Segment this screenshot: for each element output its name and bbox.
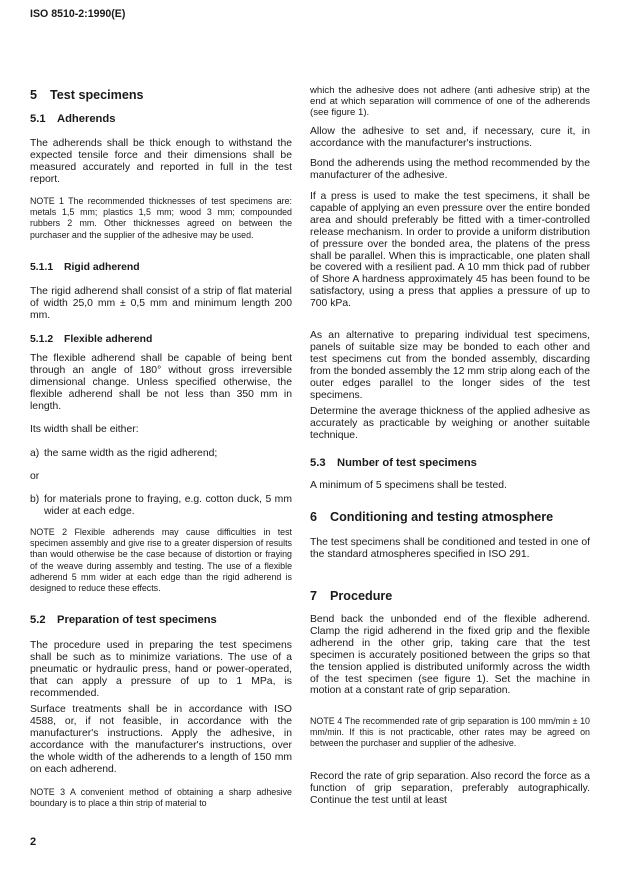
note-3: NOTE 3 A convenient method of obtaining a sharp adhesive boundary is to place a thin strip of material to — [30, 787, 292, 809]
note-4: NOTE 4 The recommended rate of grip separation is 100 mm/min ± 10 mm/min. If this is not practicable, other rates may be agreed on between the purchaser and supplier of the adhesive. — [310, 716, 590, 749]
list-item-b — [30, 494, 292, 518]
paragraph-adherends: The adherends shall be thick enough to withstand the expected tensile force and their dimensions shall be measured accurately and reported in full in the test report. — [30, 138, 292, 185]
section-number: 7 — [310, 589, 318, 603]
section-title: Adherends — [57, 113, 116, 125]
paragraph-conditioning: The test specimens shall be conditioned and tested in one of the standard atmospheres specified in ISO 291. — [310, 537, 590, 560]
list-text: the same width as the rigid adherend; — [44, 448, 218, 459]
section-5-1-heading — [30, 113, 292, 126]
section-title: Flexible adherend — [64, 334, 153, 345]
list-marker: a) — [30, 448, 40, 459]
paragraph-surface-treatments: Surface treatments shall be in accordance with ISO 4588, or, if not feasible, in accordance with the manufacturer's instructions. Apply the adhesive, in accordance with the manufacturer's instructions, over the whole width of the adherends to a length of 150 mm on each adherend. — [30, 704, 292, 775]
note-2: NOTE 2 Flexible adherends may cause difficulties in test specimen assembly and give rise to a greater dispersion of results than would otherwise be the case because of distortion or fraying of the weave during assembly and testing. The use of a flexible adherend 5 mm wider at each edge than the rigid adherend is designed to reduce these effects. — [30, 527, 292, 594]
paragraph-record: Record the rate of grip separation. Also record the force as a function of grip separation, preferably autographically. Continue the test until at least — [310, 771, 590, 806]
section-title: Conditioning and testing atmosphere — [330, 510, 554, 524]
section-5-2-heading — [30, 614, 292, 627]
paragraph-press: If a press is used to make the test specimens, it shall be capable of applying an even pressure over the entire bonded area and should preferably be fitted with a timer-controlled release mechanism. In order to provide a uniform distribution of pressure over the bonded area, the platens of the press shall be parallel. When this is impracticable, one platen shall be covered with a resilient pad. A 10 mm thick pad of rubber of Shore A hardness approximately 45 has been found to be satisfactory, using a press that applies a pressure of up to 700 kPa. — [310, 191, 590, 310]
list-marker: b) — [30, 494, 40, 505]
section-5-1-1-heading — [30, 262, 292, 274]
section-title: Number of test specimens — [337, 457, 477, 469]
list-or: or — [30, 471, 40, 482]
section-title: Preparation of test specimens — [57, 614, 217, 626]
paragraph-bond: Bond the adherends using the method recommended by the manufacturer of the adhesive. — [310, 158, 590, 181]
section-title: Rigid adherend — [64, 262, 140, 273]
section-number: 5.2 — [30, 614, 46, 626]
page-number: 2 — [30, 836, 37, 848]
list-text: for materials prone to fraying, e.g. cotton duck, 5 mm wider at each edge. — [44, 494, 292, 517]
section-number: 5.3 — [310, 457, 326, 469]
paragraph-width-intro: Its width shall be either: — [30, 424, 139, 435]
section-number: 5 — [30, 88, 38, 102]
paragraph-procedure: Bend back the unbonded end of the flexible adherend. Clamp the rigid adherend in the fixed grip and the flexible adherend in the other grip, taking care that the test specimen is accurately positioned between the grips so that the tension applied is distributed uniformly across the width of the test specimen (see figure 1). Set the machine in motion at a constant rate of grip separation. — [310, 614, 590, 697]
paragraph-cure: Allow the adhesive to set and, if necessary, cure it, in accordance with the manufacturer's instructions. — [310, 126, 590, 149]
section-title: Procedure — [330, 589, 393, 603]
section-number: 5.1.1 — [30, 262, 54, 273]
section-number: 5.1 — [30, 113, 46, 125]
section-7-heading — [310, 589, 590, 603]
note-1: NOTE 1 The recommended thicknesses of test specimens are: metals 1,5 mm; plastics 1,5 mm; wood 3 mm; compounded rubbers 2 mm. Other thicknesses agreed on between the purchaser and the supplier of the adhesive may be used. — [30, 196, 292, 240]
paragraph-rigid-adherend: The rigid adherend shall consist of a strip of flat material of width 25,0 mm ± 0,5 mm and minimum length 200 mm. — [30, 286, 292, 321]
paragraph-panels: As an alternative to preparing individual test specimens, panels of suitable size may be bonded to each other and test specimens cut from the bonded assembly, discarding from the bonded assembly the 12 mm strip along each of the outer edges parallel to the longer sides of the test specimens. — [310, 330, 590, 401]
section-number: 5.1.2 — [30, 334, 54, 345]
section-5-heading — [30, 88, 292, 102]
section-number: 6 — [310, 510, 318, 524]
list-item-a — [30, 448, 292, 460]
document-header: ISO 8510-2:1990(E) — [30, 8, 126, 20]
paragraph-note-3-continued: which the adhesive does not adhere (anti adhesive strip) at the end at which separation will commence of one of the adherends (see figure 1). — [310, 85, 590, 119]
paragraph-flexible-adherend: The flexible adherend shall be capable of being bent through an angle of 180° without gross irreversible dimensional change. Unless specified otherwise, the flexible adherend shall be not less than 350 mm in length. — [30, 353, 292, 412]
section-title: Test specimens — [50, 88, 144, 102]
paragraph-thickness: Determine the average thickness of the applied adhesive as accurately as practicable by weighing or another suitable technique. — [310, 406, 590, 441]
section-5-3-heading — [310, 457, 590, 470]
section-5-1-2-heading — [30, 334, 292, 346]
paragraph-preparation: The procedure used in preparing the test specimens shall be such as to minimize variations. The use of a pneumatic or hydraulic press, hand or power-operated, that can apply a pressure of up to 1 MPa, is recommended. — [30, 640, 292, 699]
paragraph-number-of-specimens: A minimum of 5 specimens shall be tested. — [310, 480, 507, 491]
section-6-heading — [310, 510, 590, 524]
